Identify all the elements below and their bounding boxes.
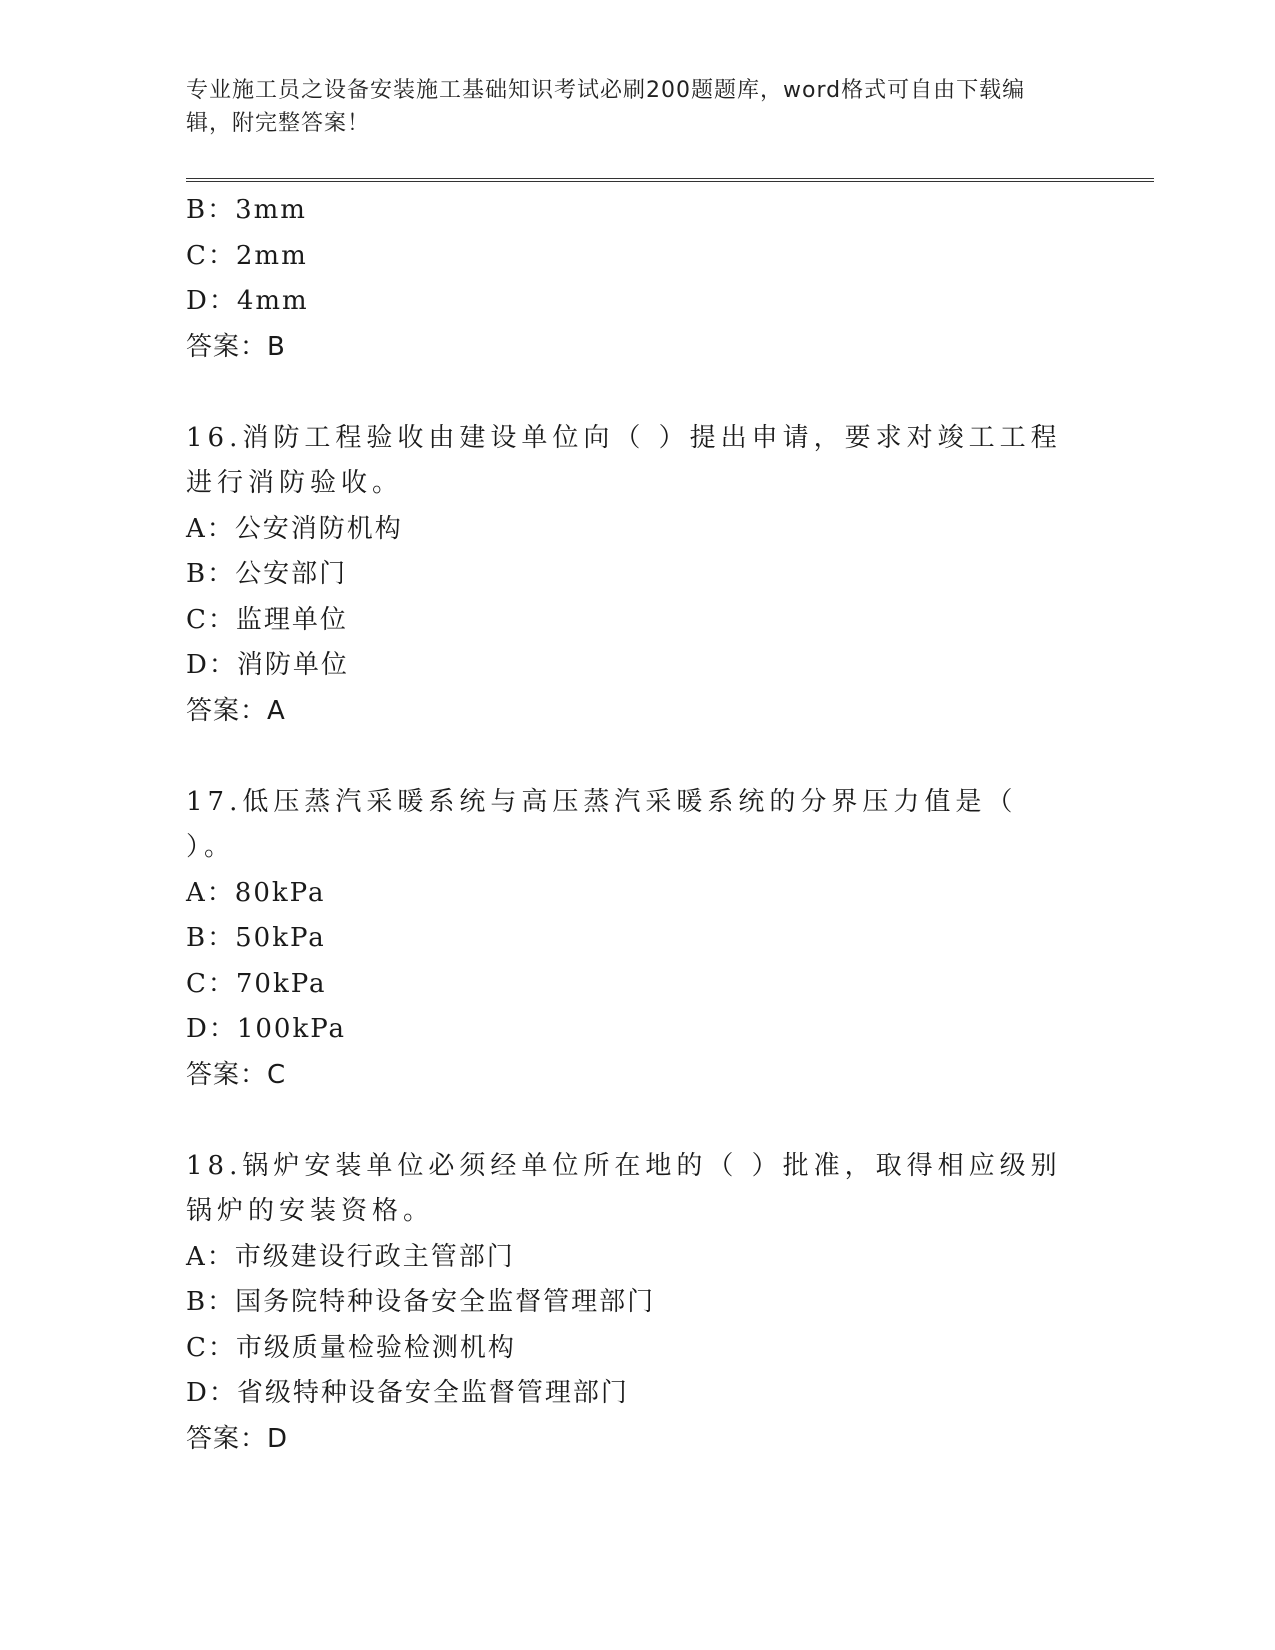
option-d: D：消防单位	[186, 650, 349, 680]
answer: 答案：C	[186, 1059, 287, 1090]
option-b: B：国务院特种设备安全监督管理部门	[186, 1287, 656, 1317]
question-stem: 18.锅炉安装单位必须经单位所在地的（ ）批准，取得相应级别锅炉的安装资格。	[186, 1150, 1062, 1226]
option-a: A：80kPa	[186, 877, 326, 908]
option-b: B：50kPa	[186, 923, 326, 953]
option-d: D：100kPa	[186, 1014, 347, 1044]
spacer	[186, 1098, 1066, 1144]
question-stem: 17.低压蒸汽采暖系统与高压蒸汽采暖系统的分界压力值是（ ）。	[186, 786, 1018, 862]
spacer	[186, 734, 1066, 780]
option-d: D：省级特种设备安全监督管理部门	[186, 1378, 629, 1408]
option-a: A：市级建设行政主管部门	[186, 1241, 515, 1272]
option-b: B：3mm	[186, 195, 307, 225]
header-divider	[186, 178, 1154, 182]
question-17	[186, 780, 1066, 1099]
option-c: C：监理单位	[186, 604, 348, 635]
question-15-continued	[186, 188, 1066, 370]
question-16	[186, 416, 1066, 735]
option-c: C：市级质量检验检测机构	[186, 1332, 516, 1363]
question-stem: 16.消防工程验收由建设单位向（ ）提出申请，要求对竣工工程进行消防验收。	[186, 422, 1062, 498]
option-c: C：2mm	[186, 240, 308, 271]
answer: 答案：A	[186, 695, 286, 726]
option-c: C：70kPa	[186, 968, 327, 999]
page-header: 专业施工员之设备安装施工基础知识考试必刷200题题库，word格式可自由下载编辑，附完整答案！	[186, 78, 1026, 136]
document-body	[186, 188, 1066, 1462]
option-a: A：公安消防机构	[186, 513, 403, 544]
question-18	[186, 1144, 1066, 1463]
option-d: D：4mm	[186, 286, 309, 316]
answer: 答案：B	[186, 331, 286, 362]
option-b: B：公安部门	[186, 559, 348, 589]
answer: 答案：D	[186, 1423, 289, 1454]
spacer	[186, 370, 1066, 416]
